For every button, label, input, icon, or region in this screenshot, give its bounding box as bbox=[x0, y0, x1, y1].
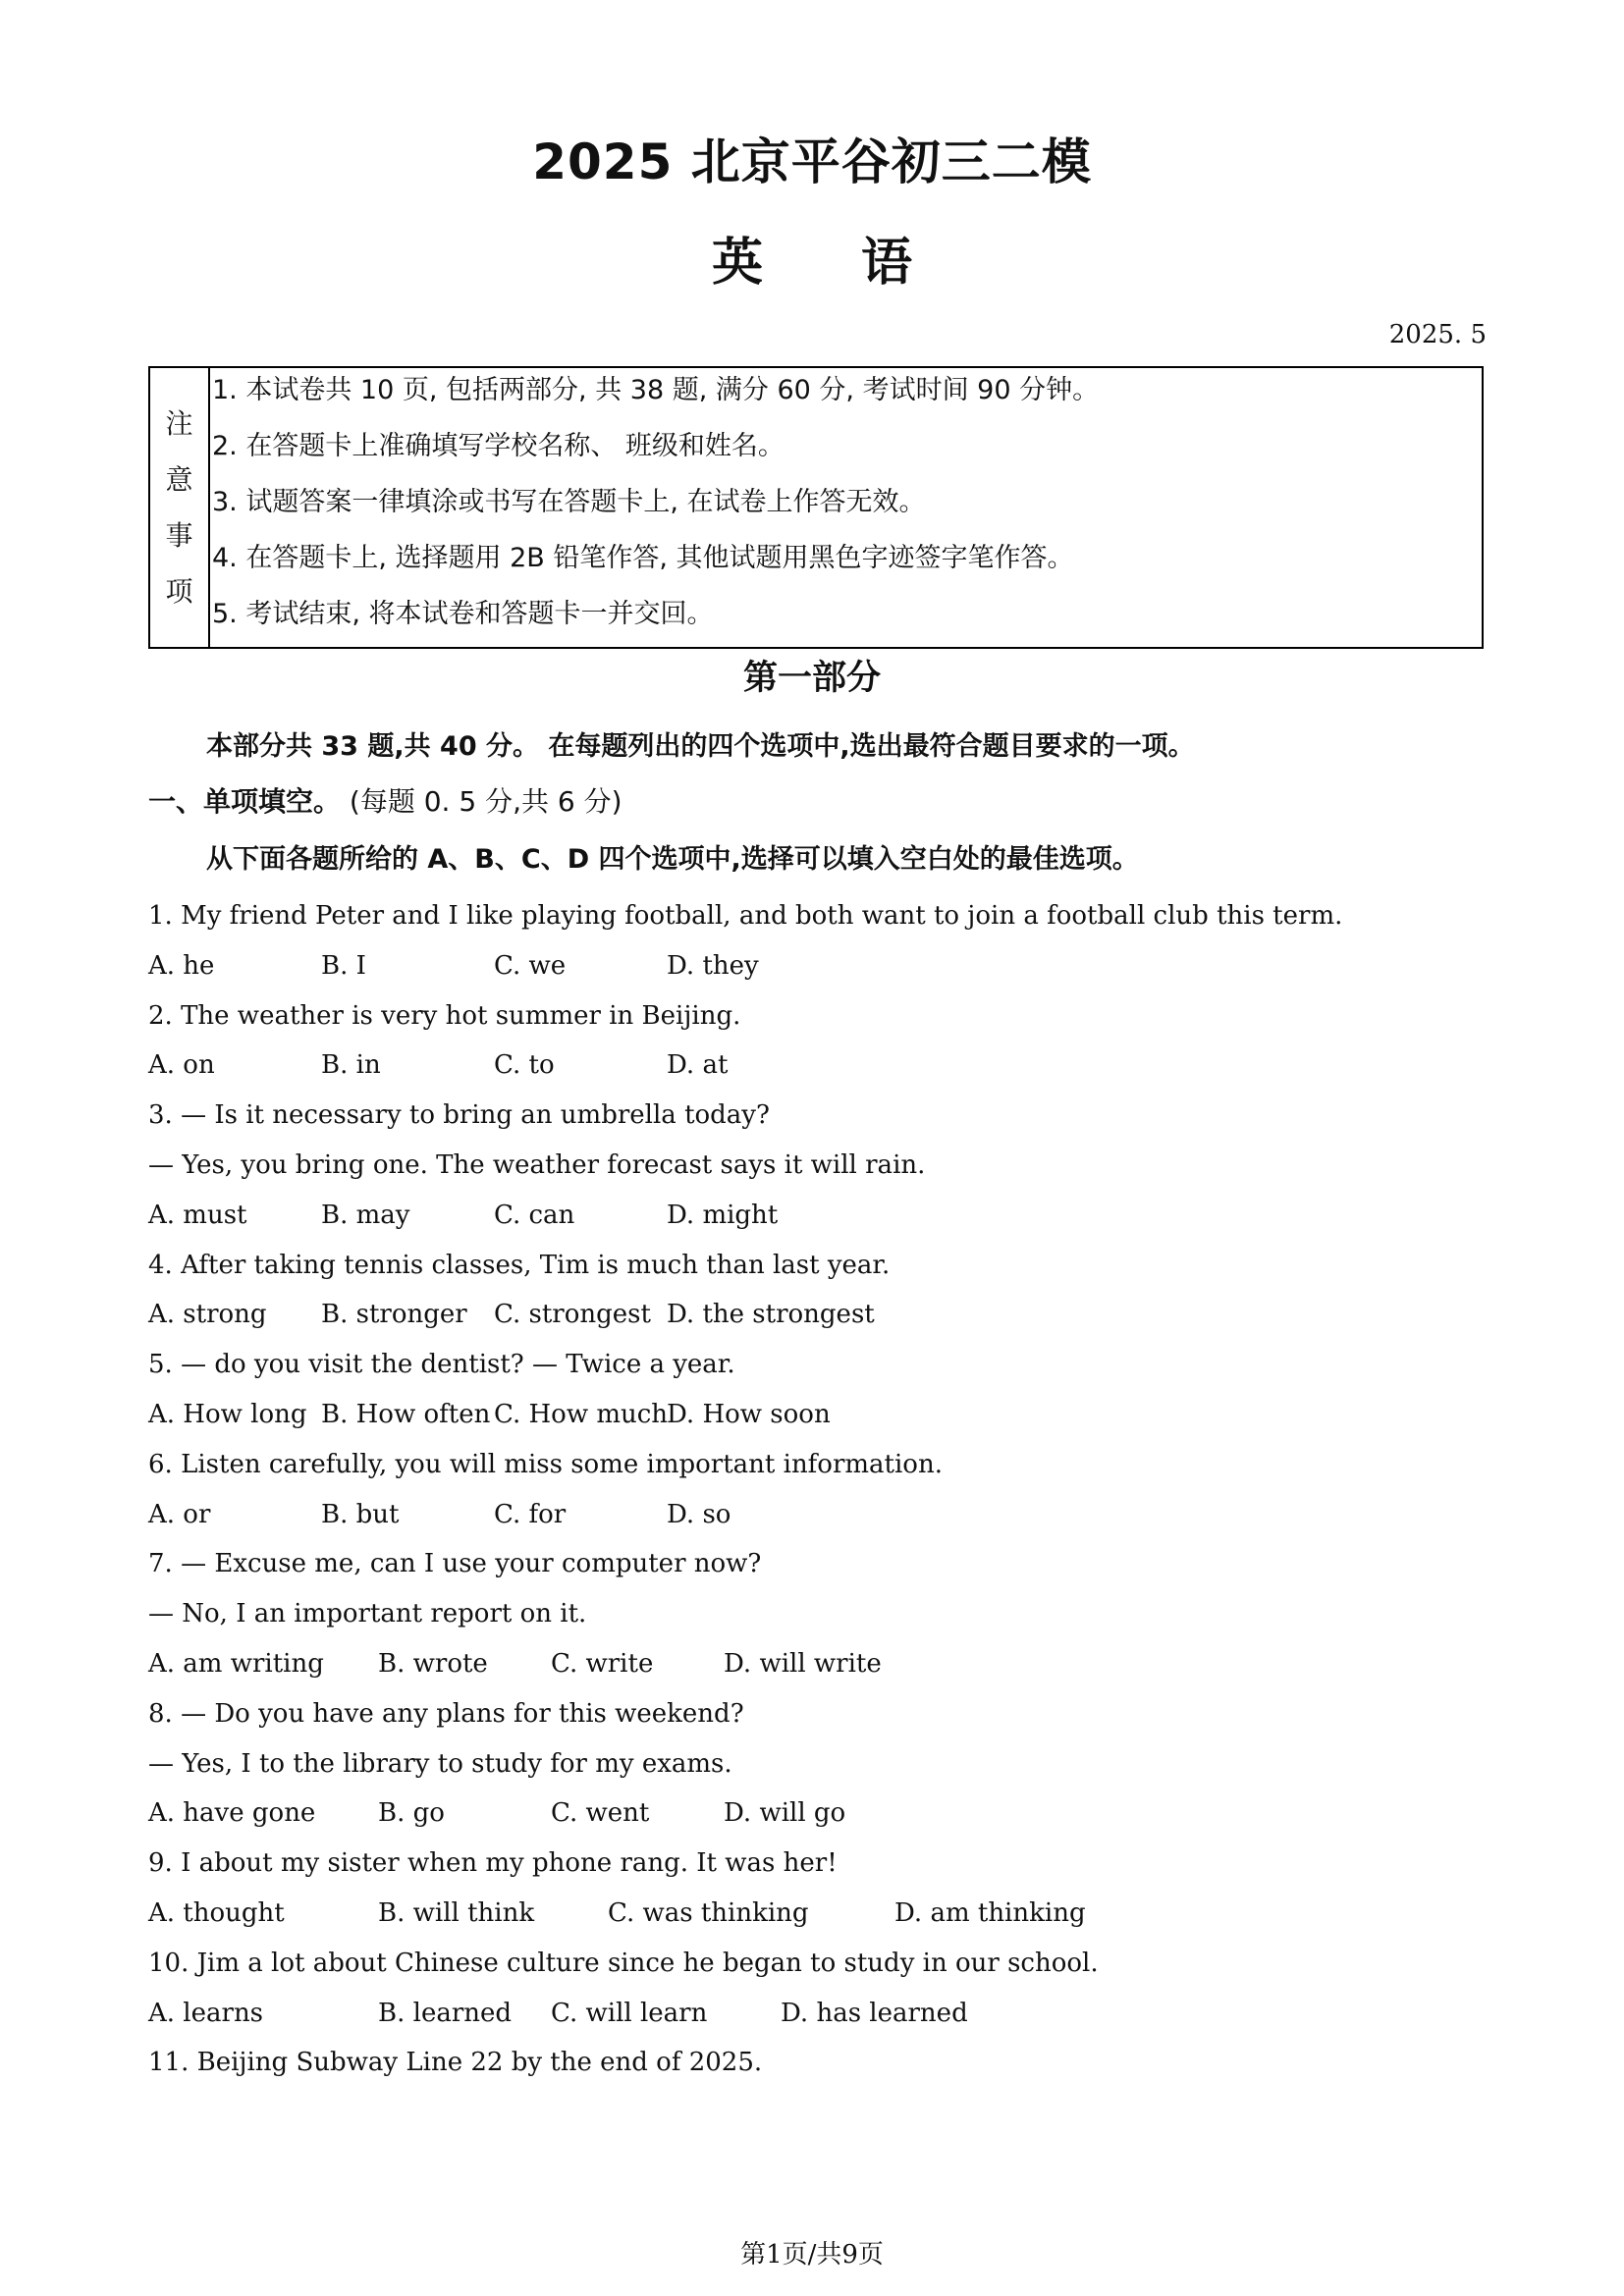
option-c[interactable]: C. was thinking bbox=[608, 1897, 809, 1928]
option-c[interactable]: C. can bbox=[494, 1200, 575, 1230]
notice-label bbox=[150, 368, 210, 647]
option-a[interactable]: A. How long bbox=[148, 1399, 307, 1429]
question-options bbox=[148, 1290, 1484, 1340]
option-a[interactable]: A. on bbox=[148, 1050, 215, 1081]
option-d[interactable]: D. at bbox=[667, 1050, 729, 1081]
option-a[interactable]: A. must bbox=[148, 1200, 247, 1230]
notice-box bbox=[148, 366, 1484, 649]
question-stem: 1. My friend Peter and I like playing football, and both want to join a football club this term. bbox=[148, 901, 1343, 931]
option-d[interactable]: D. the strongest bbox=[667, 1300, 875, 1330]
option-d[interactable]: D. will go bbox=[724, 1798, 846, 1829]
question-stem: 10. Jim a lot about Chinese culture since he began to study in our school. bbox=[148, 1948, 1099, 1978]
option-b[interactable]: B. may bbox=[321, 1200, 410, 1230]
question-stem: 9. I about my sister when my phone rang. It was her! bbox=[148, 1848, 838, 1879]
option-d[interactable]: D. am thinking bbox=[894, 1897, 1086, 1928]
exam-date: 2025. 5 bbox=[1388, 320, 1487, 349]
page-footer: 第1页/共9页 bbox=[740, 2240, 884, 2269]
section-title: 一、单项填空。 bbox=[148, 785, 342, 818]
question-reply: — Yes, you bring one. The weather forecast says it will rain. bbox=[148, 1149, 926, 1180]
option-d[interactable]: D. might bbox=[667, 1200, 779, 1230]
notice-items bbox=[210, 368, 1482, 647]
question-stem: 11. Beijing Subway Line 22 by the end of 2025. bbox=[148, 2048, 763, 2078]
question-options bbox=[148, 1989, 1484, 2039]
option-d[interactable]: D. How soon bbox=[667, 1399, 831, 1429]
option-d[interactable]: D. so bbox=[667, 1499, 731, 1529]
notice-label-char: 注 bbox=[165, 407, 193, 440]
part-intro: 本部分共 33 题,共 40 分。 在每题列出的四个选项中,选出最符合题目要求的一项。 bbox=[206, 731, 1195, 762]
question-reply: — No, I an important report on it. bbox=[148, 1599, 587, 1629]
question-options bbox=[148, 1390, 1484, 1440]
notice-item: 5. 考试结束, 将本试卷和答题卡一并交回。 bbox=[212, 599, 714, 629]
option-d[interactable]: D. they bbox=[667, 950, 759, 981]
option-c[interactable]: C. went bbox=[551, 1798, 650, 1829]
question-list bbox=[148, 891, 1484, 2088]
part-title: 第一部分 bbox=[742, 659, 881, 698]
question-options bbox=[148, 1041, 1484, 1091]
option-b[interactable]: B. but bbox=[321, 1499, 400, 1529]
option-a[interactable]: A. have gone bbox=[148, 1798, 316, 1829]
subject-char: 语 bbox=[861, 234, 913, 293]
question-options bbox=[148, 1889, 1484, 1939]
question-options bbox=[148, 1789, 1484, 1839]
option-c[interactable]: C. write bbox=[551, 1648, 654, 1679]
question-stem: 6. Listen carefully, you will miss some important information. bbox=[148, 1449, 943, 1479]
notice-item: 1. 本试卷共 10 页, 包括两部分, 共 38 题, 满分 60 分, 考试时间 90 分钟。 bbox=[212, 375, 1100, 405]
option-b[interactable]: B. I bbox=[321, 950, 366, 981]
option-a[interactable]: A. thought bbox=[148, 1897, 285, 1928]
option-c[interactable]: C. How much bbox=[494, 1399, 669, 1429]
option-b[interactable]: B. How often bbox=[321, 1399, 491, 1429]
option-a[interactable]: A. learns bbox=[148, 1998, 264, 2028]
option-c[interactable]: C. will learn bbox=[551, 1998, 708, 2028]
option-b[interactable]: B. learned bbox=[378, 1998, 513, 2028]
section-heading bbox=[148, 780, 623, 820]
subject-title bbox=[0, 221, 1624, 294]
section-score: (每题 0. 5 分,共 6 分) bbox=[349, 785, 623, 818]
option-b[interactable]: B. go bbox=[378, 1798, 445, 1829]
option-c[interactable]: C. to bbox=[494, 1050, 555, 1081]
question-options bbox=[148, 941, 1484, 991]
option-d[interactable]: D. will write bbox=[724, 1648, 882, 1679]
option-b[interactable]: B. wrote bbox=[378, 1648, 488, 1679]
question-stem: 8. — Do you have any plans for this weekend? bbox=[148, 1698, 744, 1729]
question-options bbox=[148, 1490, 1484, 1540]
option-c[interactable]: C. we bbox=[494, 950, 567, 981]
question-stem: 7. — Excuse me, can I use your computer now? bbox=[148, 1549, 762, 1579]
section-instruction: 从下面各题所给的 A、B、C、D 四个选项中,选择可以填入空白处的最佳选项。 bbox=[206, 844, 1139, 875]
option-a[interactable]: A. strong bbox=[148, 1300, 267, 1330]
exam-title: 2025 北京平谷初三二模 bbox=[532, 133, 1092, 190]
notice-label-char: 事 bbox=[165, 519, 193, 552]
notice-item: 3. 试题答案一律填涂或书写在答题卡上, 在试卷上作答无效。 bbox=[212, 487, 926, 517]
notice-item: 2. 在答题卡上准确填写学校名称、 班级和姓名。 bbox=[212, 431, 785, 461]
question-stem: 3. — Is it necessary to bring an umbrella today? bbox=[148, 1100, 770, 1131]
subject-char: 英 bbox=[711, 234, 763, 293]
notice-label-char: 项 bbox=[165, 575, 193, 608]
option-c[interactable]: C. for bbox=[494, 1499, 567, 1529]
option-c[interactable]: C. strongest bbox=[494, 1300, 651, 1330]
option-a[interactable]: A. he bbox=[148, 950, 215, 981]
notice-label-char: 意 bbox=[165, 463, 193, 496]
notice-item: 4. 在答题卡上, 选择题用 2B 铅笔作答, 其他试题用黑色字迹签字笔作答。 bbox=[212, 543, 1074, 573]
option-b[interactable]: B. will think bbox=[378, 1897, 535, 1928]
question-stem: 2. The weather is very hot summer in Beijing. bbox=[148, 1000, 741, 1031]
question-reply: — Yes, I to the library to study for my exams. bbox=[148, 1748, 732, 1779]
option-a[interactable]: A. or bbox=[148, 1499, 211, 1529]
option-a[interactable]: A. am writing bbox=[148, 1648, 324, 1679]
question-stem: 5. — do you visit the dentist? — Twice a year. bbox=[148, 1350, 735, 1380]
option-b[interactable]: B. in bbox=[321, 1050, 381, 1081]
option-d[interactable]: D. has learned bbox=[781, 1998, 968, 2028]
question-stem: 4. After taking tennis classes, Tim is much than last year. bbox=[148, 1250, 891, 1280]
question-options bbox=[148, 1639, 1484, 1689]
question-options bbox=[148, 1191, 1484, 1241]
option-b[interactable]: B. stronger bbox=[321, 1300, 467, 1330]
